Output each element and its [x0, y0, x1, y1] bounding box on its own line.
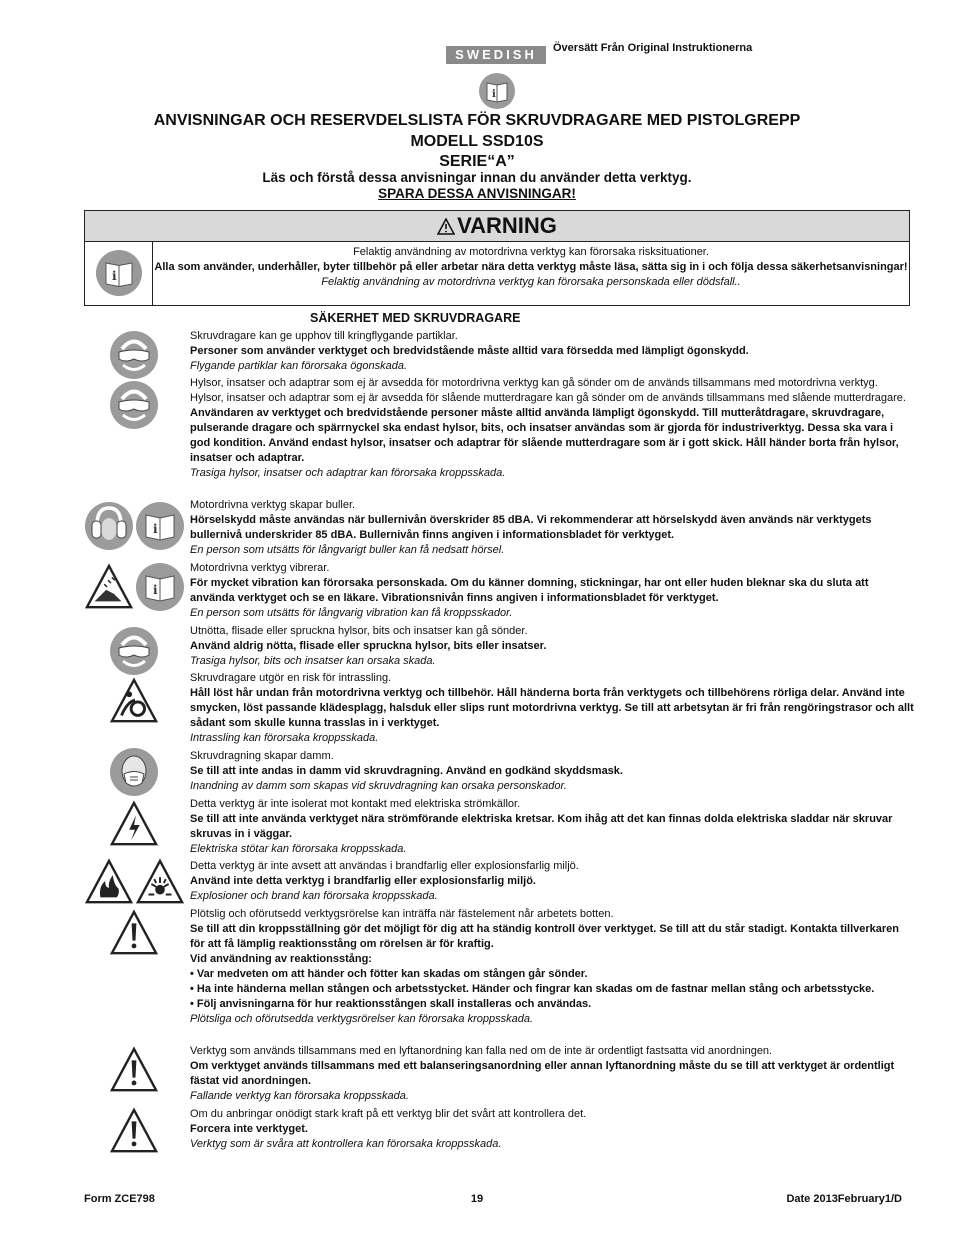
general-warning-icon	[109, 1107, 159, 1155]
hazard-text: Skruvdragning skapar damm.	[190, 750, 334, 762]
svg-text:i: i	[492, 89, 496, 100]
hazard-text: Motordrivna verktyg vibrerar.	[190, 562, 330, 574]
instruction-text: Se till att inte andas in damm vid skruvdragning. Använd en godkänd skyddsmask.	[190, 765, 623, 777]
consequence-text: Fallande verktyg kan förorsaka kroppsskada.	[190, 1090, 409, 1102]
entanglement-hazard-icon	[109, 677, 159, 725]
safety-item-dust	[190, 749, 914, 794]
warning-line-1: Felaktig användning av motordrivna verktyg kan förorsaka risksituationer.	[353, 246, 709, 258]
read-manual-icon	[135, 562, 185, 612]
safety-item-entanglement	[190, 671, 914, 746]
eye-protection-icon	[109, 380, 159, 430]
safety-item-electric	[190, 797, 914, 857]
read-manual-icon	[478, 72, 516, 110]
instruction-text: Användaren av verktyget och bredvidstående personer måste alltid använda lämpligt ögonskydd. Till mutteråtdragare, skruvdragare, pulserande dragare och spärrnyckel ska endast hylsor, bits, och insatser användas som är gjorda för industriverktyg. Dessa ska vara i god kondition. Använd endast hylsor, insatser och adaptrar för slående mutterdragare som är i gott skick. Håll händer borta från hylsor, insatser och adaptrar.	[190, 407, 899, 464]
safety-item-noise	[190, 498, 914, 558]
warning-triangle-icon	[437, 218, 455, 235]
series-title: SERIE“A”	[439, 153, 515, 170]
hazard-text: Verktyg som används tillsammans med en lyftanordning kan falla ned om de inte är ordentligt fastsatta vid anordningen.	[190, 1045, 773, 1057]
save-instructions-note: SPARA DESSA ANVISNINGAR!	[378, 186, 576, 201]
document-date: Date 2013February1/D	[786, 1193, 902, 1205]
eye-protection-icon	[109, 330, 159, 380]
consequence-text: Explosioner och brand kan förorsaka kroppsskada.	[190, 890, 438, 902]
safety-item-lifting	[190, 1044, 914, 1104]
instruction-text: Om verktyget används tillsammans med ett balanseringsanordning eller annan lyftanordning måste du se till att verktyget är ordentligt fästat vid anordningen.	[190, 1060, 895, 1087]
fire-hazard-icon	[84, 858, 134, 906]
read-manual-icon	[95, 249, 143, 297]
explosion-hazard-icon	[135, 858, 185, 906]
bullet-item: • Följ anvisningarna för hur reaktionsstången skall installeras och användas.	[190, 998, 592, 1010]
instruction-text: Använd aldrig nötta, flisade eller spruckna hylsor, bits eller insatser.	[190, 640, 547, 652]
general-warning-icon	[109, 1046, 159, 1094]
hazard-text: Detta verktyg är inte isolerat mot kontakt med elektriska strömkällor.	[190, 798, 521, 810]
safety-item-reaction	[190, 907, 914, 1027]
hazard-text: Plötslig och oförutsedd verktygsrörelse kan inträffa när fästelement når arbetets botten.	[190, 908, 614, 920]
consequence-text: Plötsliga och oförutsedda verktygsrörelser kan förorsaka kroppsskada.	[190, 1013, 534, 1025]
hazard-text: Hylsor, insatser och adaptrar som ej är avsedda för motordrivna verktyg kan gå sönder om de används tillsammans med motordrivna verktyg. Hylsor, insatser och adaptrar som ej är avsedda för slående mutterdragare kan gå sönder om de används tillsammans med slående mutterdragare.	[190, 377, 906, 404]
hazard-text: Skruvdragare utgör en risk för intrassling.	[190, 672, 392, 684]
consequence-text: Verktyg som är svåra att kontrollera kan förorsaka kroppsskada.	[190, 1138, 502, 1150]
consequence-text: Intrassling kan förorsaka kroppsskada.	[190, 732, 379, 744]
hearing-protection-icon	[84, 501, 134, 551]
instruction-text: Forcera inte verktyget.	[190, 1123, 308, 1135]
safety-item-worn-bits	[190, 624, 914, 669]
warning-heading: VARNING	[457, 213, 557, 238]
instruction-text: Personer som använder verktyget och bredvidstående måste alltid vara försedda med lämpligt ögonskydd.	[190, 345, 749, 357]
language-badge: SWEDISH	[446, 46, 546, 64]
general-warning-icon	[109, 909, 159, 957]
safety-item-flying-particles	[190, 329, 914, 374]
consequence-text: Inandning av damm som skapas vid skruvdragning kan orsaka personskador.	[190, 780, 567, 792]
hazard-text: Motordrivna verktyg skapar buller.	[190, 499, 356, 511]
instruction-text: Se till att inte använda verktyget nära strömförande elektriska kretsar. Kom ihåg att det kan finnas dolda elektriska sladdar när skruvar skruvas in i väggar.	[190, 813, 893, 840]
warning-line-3: Felaktig användning av motordrivna verktyg kan förorsaka personskada eller dödsfall..	[321, 276, 741, 288]
svg-text:i: i	[112, 269, 117, 283]
form-number: Form ZCE798	[84, 1193, 155, 1205]
bullet-item: • Var medveten om att händer och fötter kan skadas om stången går sönder.	[190, 968, 588, 980]
model-title: MODELL SSD10S	[410, 133, 544, 150]
consequence-text: Flygande partiklar kan förorsaka ögonskada.	[190, 360, 408, 372]
safety-item-sockets	[190, 376, 914, 481]
hazard-text: Om du anbringar onödigt stark kraft på ett verktyg blir det svårt att kontrollera det.	[190, 1108, 587, 1120]
instruction-text: Håll löst hår undan från motordrivna verktyg och tillbehör. Håll händerna borta från verktygets och tillbehörens rörliga delar. Använd inte smycken, löst passande klädesplagg, halsduk eller slips runt motordrivna verktyg. Se till att arbetsytan är fri från rengöringstrasor och allt sådant som skulle kunna trasslas in i verktyget.	[190, 687, 914, 729]
consequence-text: En person som utsätts för långvarigt buller kan få nedsatt hörsel.	[190, 544, 505, 556]
safety-item-vibration	[190, 561, 914, 621]
translated-note: Översätt Från Original Instruktionerna	[553, 42, 753, 54]
hazard-text: Utnötta, flisade eller spruckna hylsor, bits och insatser kan gå sönder.	[190, 625, 528, 637]
instruction-note: Läs och förstå dessa anvisningar innan du använder detta verktyg.	[262, 170, 692, 185]
instruction-text: För mycket vibration kan förorsaka personskada. Om du känner domning, stickningar, har ont eller huden bleknar ska du sluta att använda verktyget och se en läkare. Vibrationsnivån finns angiven i informationsbladet för verktyget.	[190, 577, 869, 604]
document-title: ANVISNINGAR OCH RESERVDELSLISTA FÖR SKRUVDRAGARE MED PISTOLGREPP	[153, 112, 801, 129]
consequence-text: Trasiga hylsor, insatser och adaptrar kan förorsaka kroppsskada.	[190, 467, 506, 479]
hazard-text: Detta verktyg är inte avsett att användas i brandfarlig eller explosionsfarlig miljö.	[190, 860, 579, 872]
warning-header	[85, 211, 909, 242]
instruction-text: Hörselskydd måste användas när bullernivån överskrider 85 dBA. Vi rekommenderar att hörselskydd även används när verktygets bullernivå underskrider 85 dBA. Bullernivån finns angiven i informationsbladet för verktyget.	[190, 514, 872, 541]
safety-item-explosive	[190, 859, 914, 904]
reaction-bar-heading: Vid användning av reaktionsstång:	[190, 953, 372, 965]
page-number: 19	[470, 1193, 484, 1205]
warning-box	[84, 210, 910, 306]
warning-icon-cell	[85, 242, 153, 305]
instruction-text: Se till att din kroppsställning gör det möjligt för dig att ha ständig kontroll över verktyget. Se till att du står stadigt. Kontakta tillverkaren för att få lämplig reaktionsstång om rörelsen är för kraftig.	[190, 923, 899, 950]
electric-shock-icon	[109, 800, 159, 848]
bullet-item: • Ha inte händerna mellan stången och arbetsstycket. Händer och fingrar kan skadas om de fastnar mellan stång och arbetsstycke.	[190, 983, 875, 995]
read-manual-icon	[135, 501, 185, 551]
consequence-text: Trasiga hylsor, bits och insatser kan orsaka skada.	[190, 655, 436, 667]
consequence-text: Elektriska stötar kan förorsaka kroppsskada.	[190, 843, 407, 855]
respiratory-mask-icon	[109, 747, 159, 797]
hazard-text: Skruvdragare kan ge upphov till kringflygande partiklar.	[190, 330, 458, 342]
instruction-text: Använd inte detta verktyg i brandfarlig eller explosionsfarlig miljö.	[190, 875, 536, 887]
warning-text	[153, 245, 909, 290]
consequence-text: En person som utsätts för långvarig vibration kan få kroppsskador.	[190, 607, 513, 619]
vibration-hazard-icon	[84, 563, 134, 611]
eye-protection-icon	[109, 626, 159, 676]
warning-line-2: Alla som använder, underhåller, byter tillbehör på eller arbetar nära detta verktyg måste läsa, sätta sig in i och följa dessa säkerhetsanvisningar!	[154, 261, 908, 273]
safety-item-force	[190, 1107, 914, 1152]
section-title: SÄKERHET MED SKRUVDRAGARE	[310, 311, 521, 325]
